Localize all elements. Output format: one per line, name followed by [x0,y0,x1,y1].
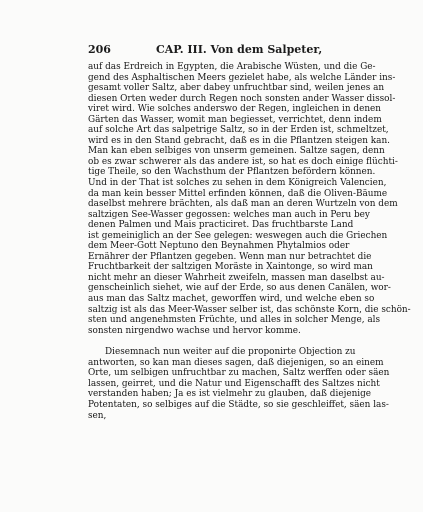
text-line: aus man das Saltz machet, geworffen wird, und welche eben so [88,294,375,305]
text-line: gesamt voller Saltz, aber dabey unfruchtbar sind, weilen jenes an [88,83,385,94]
text-line: verstanden haben; Ja es ist vielmehr zu glauben, daß diejenige [88,389,372,400]
text-line: nicht mehr an dieser Wahrheit zweifeln, massen man daselbst au- [88,272,385,283]
paragraph-1 [88,62,411,336]
paragraph-gap [88,336,378,347]
text-line: auf solche Art das salpetrige Saltz, so in der Erden ist, schmeltzet, [88,125,389,136]
text-line: auf das Erdreich in Egypten, die Arabische Wüsten, und die Ge- [88,62,376,72]
text-line: lassen, geirret, und die Natur und Eigenschafft des Saltzes nicht [88,378,380,389]
text-line: Fruchtbarkeit der saltzigen Moräste in Xaintonge, so wird man [88,262,373,273]
text-line: Gärten das Wasser, womit man begiesset, verrichtet, denn indem [88,114,382,125]
text-line: viret wird. Wie solches anderswo der Regen, ingleichen in denen [88,104,382,115]
text-line: sten und angenehmsten Früchte, und alles in solcher Menge, als [88,315,381,326]
text-line: sonsten nirgendwo wachse und hervor komme. [88,325,301,336]
running-head: CAP. III. Von dem Salpeter, [156,43,323,56]
text-line: ist gemeiniglich an der See gelegen: weswegen auch die Griechen [88,230,388,241]
text-line: diesen Orten weder durch Regen noch sonsten ander Wasser dissol- [88,93,396,104]
text-line: Orte, um selbigen unfruchtbar zu machen, Saltz werffen oder säen [88,368,390,379]
text-line: saltzigen See-Wasser gegossen: welches man auch in Peru bey [88,209,370,220]
text-line: da man kein besser Mittel erfinden können, daß die Oliven-Bäume [88,188,388,199]
paragraph-2 [88,347,390,421]
body-text [88,62,411,421]
page-header [88,43,388,59]
text-line: dem Meer-Gott Neptuno den Beynahmen Phytalmios oder [88,241,350,252]
text-line: Man kan eben selbiges von unserm gemeinen. Saltze sagen, denn [88,146,385,157]
text-line: ob es zwar schwerer als das andere ist, so hat es doch einige flüchti- [88,156,398,167]
text-line: daselbst mehrere brächten, als daß man an deren Wurtzeln von dem [88,199,398,210]
text-line: Und in der That ist solches zu sehen in dem Königreich Valencien, [88,178,387,189]
page-number: 206 [88,43,111,56]
text-line: tige Theile, so den Wachsthum der Pflantzen befördern können. [88,167,376,178]
text-line: wird es in den Stand gebracht, daß es in die Pflantzen steigen kan. [88,135,390,146]
text-line: genscheinlich siehet, wie auf der Erde, so aus denen Canälen, wor- [88,283,391,294]
text-line: sen, [88,410,107,421]
text-line: Diesemnach nun weiter auf die proponirte Objection zu [105,347,356,358]
text-line: gend des Asphaltischen Meers gezielet habe, als welche Länder ins- [88,72,396,83]
text-line: denen Palmen und Mais practiciret. Das fruchtbarste Land [88,220,354,231]
text-line: Ernährer der Pflantzen gegeben. Wenn man nur betrachtet die [88,251,372,262]
text-line: Potentaten, so selbiges auf die Städte, so sie geschleiffet, säen las- [88,399,389,410]
text-line: saltzig ist als das Meer-Wasser selber ist, das schönste Korn, die schön- [88,304,411,315]
text-line: antworten, so kan man dieses sagen, daß diejenigen, so an einem [88,357,384,368]
